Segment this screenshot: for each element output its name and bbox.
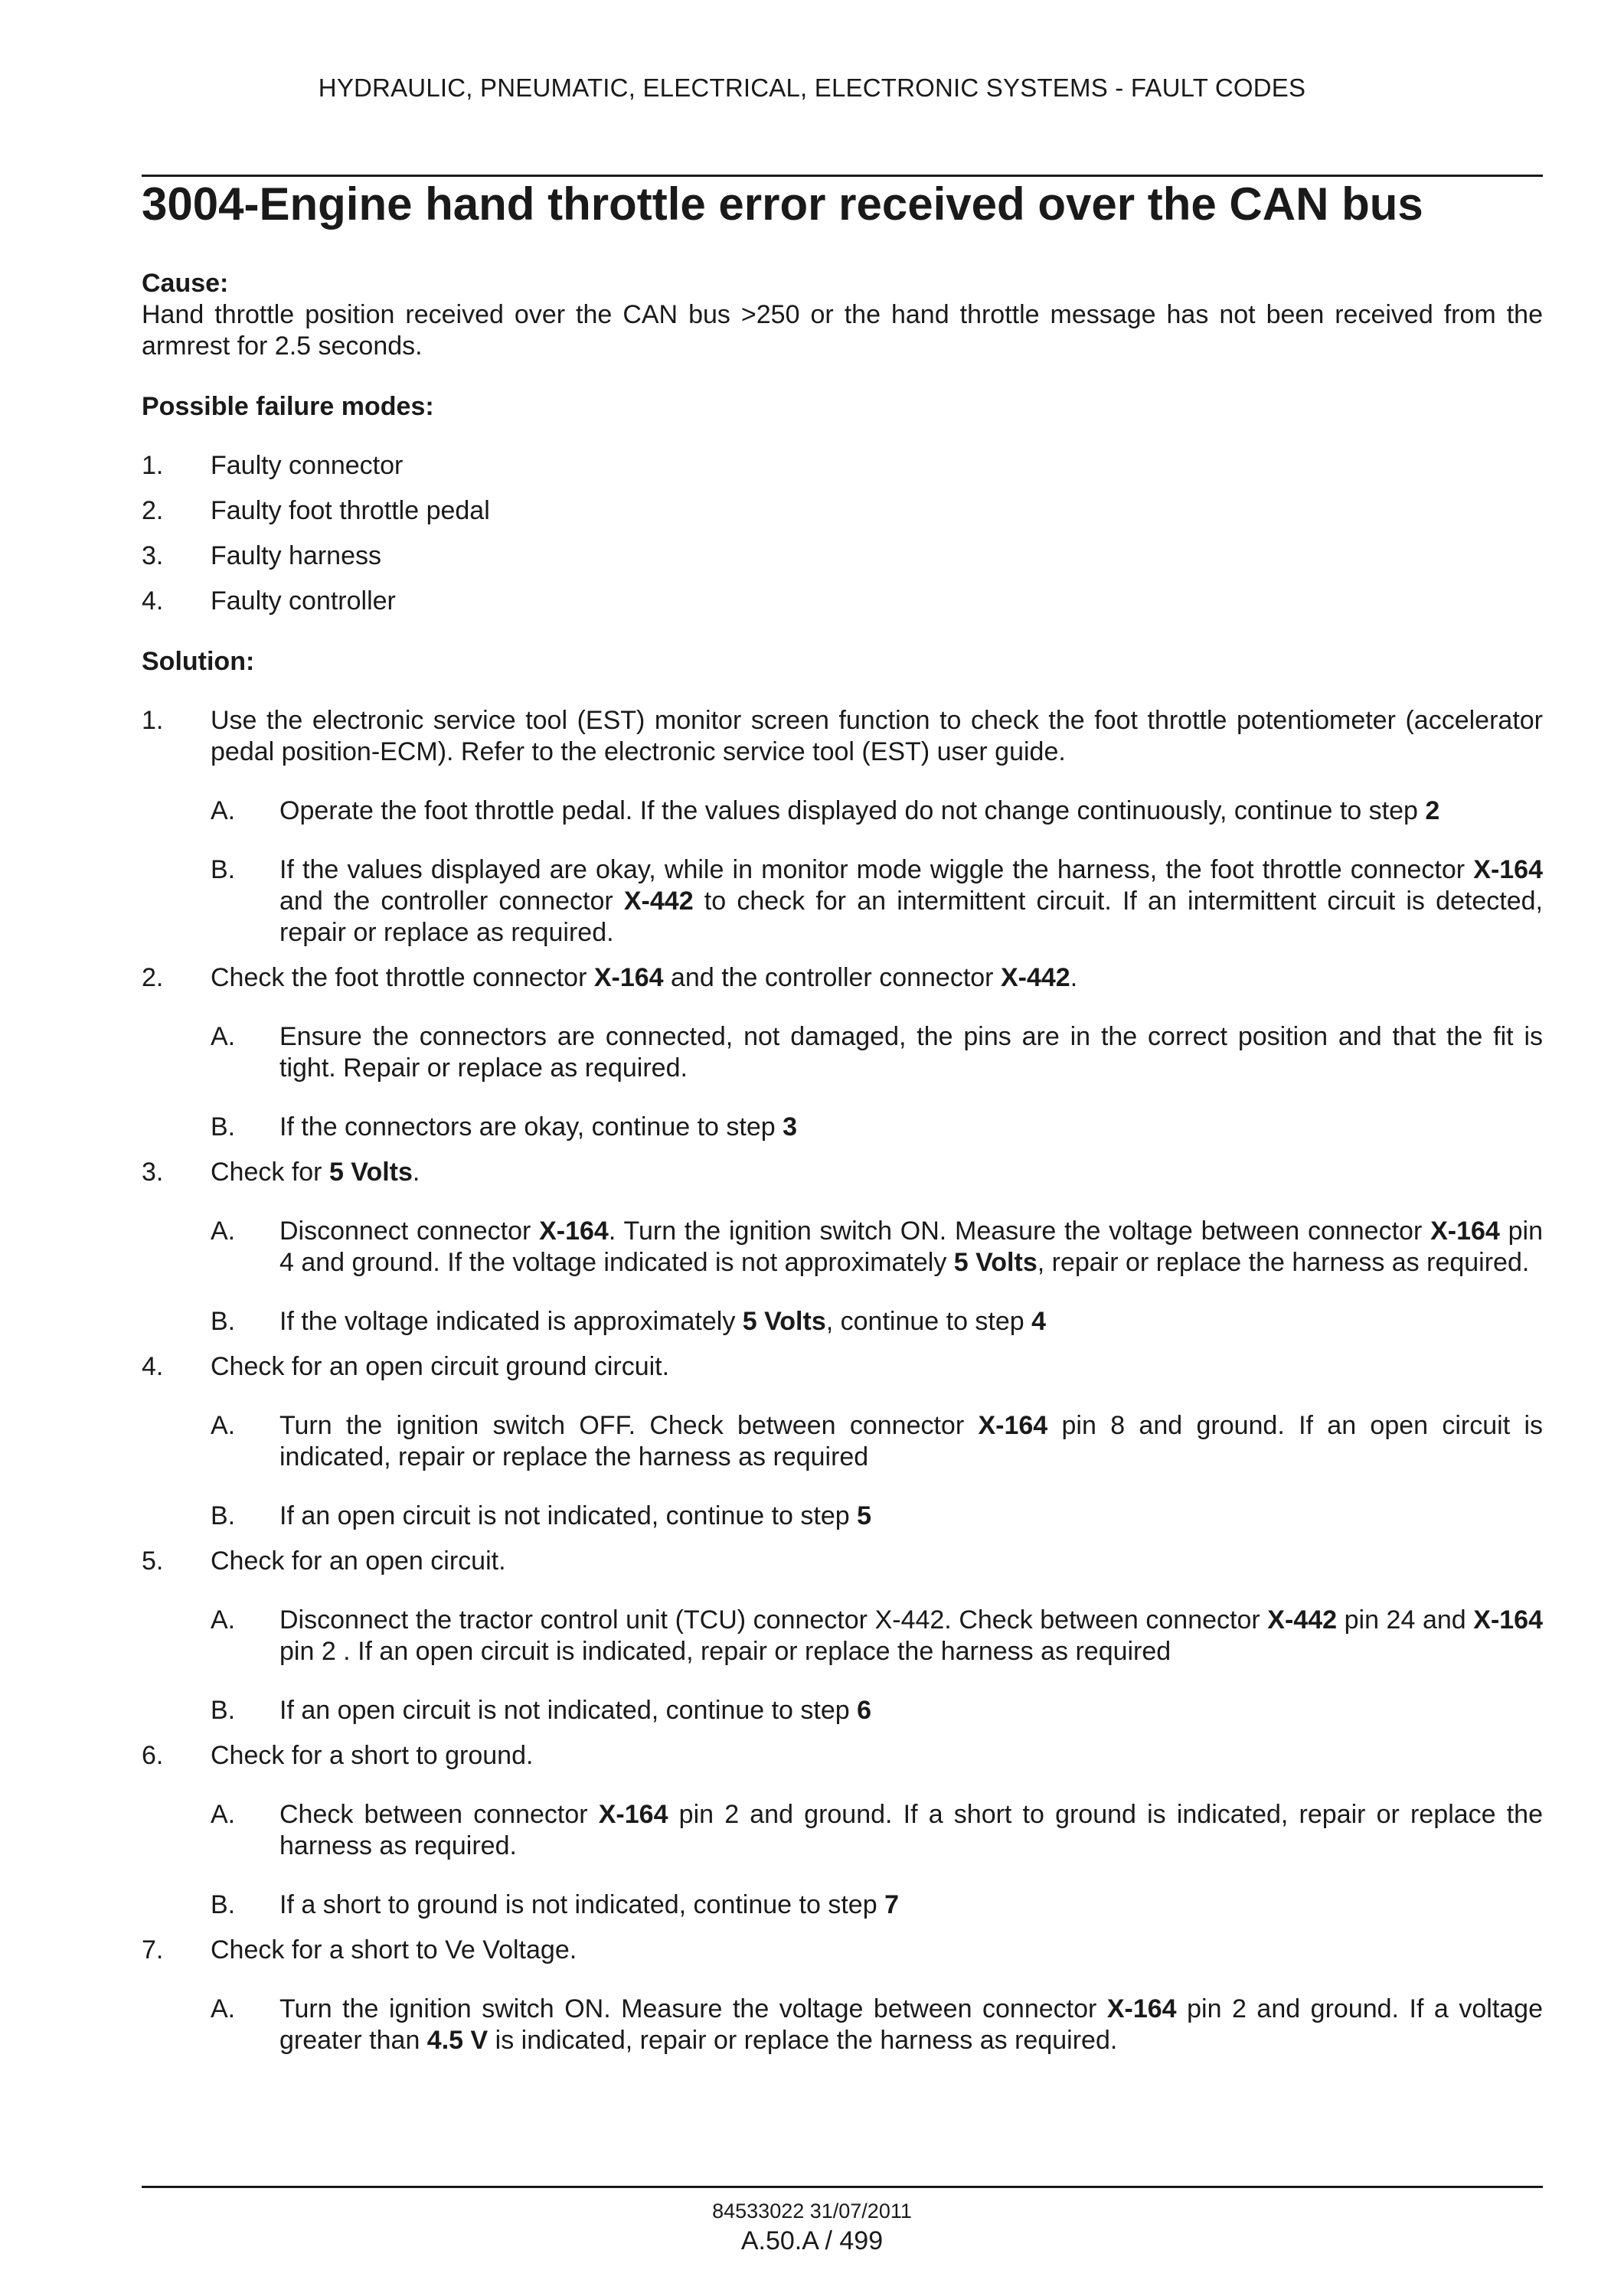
solution-step: [142, 1935, 1543, 2056]
failure-mode-item: [142, 541, 1543, 572]
sub-step-list: [211, 1410, 1543, 1532]
failure-mode-text: Faulty connector: [211, 451, 404, 480]
text-segment: Use the electronic service tool (EST) monitor screen function to check the foot throttle potentiometer (accelerator pedal position-ECM). Refer to the electronic service tool (EST) user guide.: [211, 706, 1543, 766]
bold-segment: 6: [857, 1696, 872, 1725]
text-segment: pin 8 and ground. If an open circuit is indicated, repair or replace the harness as required: [279, 1411, 1543, 1471]
cause-text: Hand throttle position received over the CAN bus >250 or the hand throttle message has not been received from the armrest for 2.5 seconds.: [142, 300, 1543, 361]
failure-mode-number: 1.: [142, 451, 164, 480]
bold-segment: 5 Volts: [953, 1248, 1037, 1277]
sub-step-text: [279, 1306, 1543, 1337]
sub-step-text: [279, 1112, 1543, 1143]
solution-step: [142, 962, 1543, 1143]
solution-label: Solution:: [142, 647, 255, 676]
text-segment: Check for a short to Ve Voltage.: [211, 1935, 577, 1965]
failure-modes-label: Possible failure modes:: [142, 392, 434, 421]
bold-segment: X-442: [1267, 1605, 1338, 1635]
sub-step-text: [279, 854, 1543, 949]
step-number: 1.: [142, 706, 164, 735]
sub-step: [211, 1216, 1543, 1279]
step-number: 2.: [142, 963, 164, 992]
failure-mode-item: [142, 495, 1543, 527]
text-segment: to check for an intermittent circuit. If an intermittent circuit is detected, repair or replace as required.: [279, 887, 1543, 947]
text-segment: If the voltage indicated is approximately: [279, 1307, 743, 1336]
sub-step-text: [279, 795, 1543, 827]
bold-segment: X-164: [1106, 1994, 1177, 2023]
step-text: [211, 1351, 1543, 1383]
text-segment: Turn the ignition switch OFF. Check between connector: [279, 1411, 979, 1440]
step-text: [211, 1740, 1543, 1772]
text-segment: Check for a short to ground.: [211, 1741, 534, 1770]
bold-segment: X-442: [623, 887, 694, 916]
failure-mode-text: Faulty controller: [211, 586, 396, 616]
text-segment: Check the foot throttle connector: [211, 963, 594, 992]
solution-step: [142, 705, 1543, 949]
fault-code-title: 3004-Engine hand throttle error received over the CAN bus: [142, 178, 1423, 230]
sub-step: [211, 1889, 1543, 1921]
step-text: [211, 1935, 1543, 1966]
text-segment: Disconnect the tractor control unit (TCU) connector X-442. Check between connector: [279, 1605, 1268, 1635]
sub-step-text: [279, 1889, 1543, 1921]
solution-steps: [142, 705, 1543, 2056]
bold-segment: 3: [783, 1112, 798, 1141]
text-segment: and the controller connector: [663, 963, 1001, 992]
text-segment: Turn the ignition switch ON. Measure the voltage between connector: [279, 1994, 1107, 2023]
sub-step-list: [211, 795, 1543, 949]
text-segment: , continue to step: [825, 1307, 1032, 1336]
sub-step: [211, 1695, 1543, 1726]
text-segment: pin 4 and ground. If the voltage indicated is not approximately: [279, 1217, 1543, 1277]
sub-step-letter: A.: [211, 1994, 236, 2023]
sub-step-text: [279, 1695, 1543, 1726]
bold-segment: X-164: [539, 1217, 609, 1246]
sub-step-list: [211, 1994, 1543, 2056]
text-segment: Check for an open circuit ground circuit.: [211, 1352, 670, 1381]
failure-mode-item: [142, 586, 1543, 617]
sub-step: [211, 1306, 1543, 1337]
sub-step: [211, 795, 1543, 827]
sub-step-text: [279, 1021, 1543, 1084]
text-segment: If an open circuit is not indicated, continue to step: [279, 1501, 858, 1530]
step-text: [211, 962, 1543, 994]
text-segment: Check between connector: [279, 1800, 599, 1829]
footer-rule: [142, 2186, 1543, 2188]
step-text: [211, 1546, 1543, 1577]
sub-step: [211, 1994, 1543, 2056]
text-segment: If the connectors are okay, continue to step: [279, 1112, 783, 1141]
text-segment: pin 24 and: [1337, 1605, 1474, 1635]
sub-step: [211, 1410, 1543, 1473]
text-segment: Check for: [211, 1158, 329, 1187]
sub-step-list: [211, 1216, 1543, 1337]
text-segment: Operate the foot throttle pedal. If the values displayed do not change continuously, continue to step: [279, 796, 1426, 825]
content: [142, 268, 1543, 2070]
sub-step-letter: A.: [211, 1800, 236, 1829]
document-reference: 84533022 31/07/2011: [712, 2200, 912, 2223]
sub-step-text: [279, 1501, 1543, 1532]
solution-step: [142, 1157, 1543, 1337]
bold-segment: 2: [1425, 796, 1440, 825]
text-segment: Ensure the connectors are connected, not damaged, the pins are in the correct position and that the fit is tight. Repair or replace as required.: [279, 1022, 1543, 1083]
solution-step: [142, 1740, 1543, 1921]
header-rule: [142, 175, 1543, 177]
bold-segment: X-442: [1000, 963, 1070, 992]
bold-segment: 4.5 V: [426, 2026, 489, 2055]
text-segment: If the values displayed are okay, while in monitor mode wiggle the harness, the foot throttle connector: [279, 855, 1474, 884]
failure-mode-number: 3.: [142, 541, 164, 570]
sub-step-text: [279, 1410, 1543, 1473]
bold-segment: 5: [857, 1501, 872, 1530]
sub-step-letter: B.: [211, 1112, 236, 1141]
bold-segment: 5 Volts: [742, 1307, 826, 1336]
step-number: 6.: [142, 1741, 164, 1770]
sub-step-letter: B.: [211, 1890, 236, 1919]
sub-step-letter: A.: [211, 1605, 236, 1635]
text-segment: is indicated, repair or replace the harness as required.: [488, 2026, 1118, 2055]
bold-segment: X-164: [1473, 1605, 1543, 1635]
failure-mode-text: Faulty foot throttle pedal: [211, 496, 490, 525]
text-segment: pin 2 and ground. If a short to ground is indicated, repair or replace the harness as required.: [279, 1800, 1543, 1860]
sub-step-letter: A.: [211, 1022, 236, 1051]
sub-step: [211, 1605, 1543, 1667]
text-segment: If an open circuit is not indicated, continue to step: [279, 1696, 858, 1725]
step-text: [211, 705, 1543, 768]
step-number: 4.: [142, 1352, 164, 1381]
sub-step-letter: A.: [211, 1217, 236, 1246]
text-segment: .: [1070, 963, 1078, 992]
sub-step-letter: B.: [211, 1307, 236, 1336]
text-segment: and the controller connector: [279, 887, 624, 916]
sub-step-letter: B.: [211, 1696, 236, 1725]
step-number: 5.: [142, 1546, 164, 1576]
bold-segment: 7: [884, 1890, 899, 1919]
bold-segment: 4: [1031, 1307, 1047, 1336]
step-text: [211, 1157, 1543, 1188]
failure-mode-number: 2.: [142, 496, 164, 525]
failure-mode-number: 4.: [142, 586, 164, 616]
sub-step-text: [279, 1216, 1543, 1279]
failure-modes-list: [142, 450, 1543, 617]
text-segment: .: [412, 1158, 420, 1187]
step-number: 3.: [142, 1158, 164, 1187]
sub-step-text: [279, 1605, 1543, 1667]
sub-step-letter: A.: [211, 796, 236, 825]
sub-step: [211, 1021, 1543, 1084]
bold-segment: X-164: [598, 1800, 668, 1829]
solution-step: [142, 1351, 1543, 1532]
sub-step-list: [211, 1021, 1543, 1143]
page-reference: A.50.A / 499: [740, 2226, 884, 2255]
solution-step: [142, 1546, 1543, 1726]
text-segment: . Turn the ignition switch ON. Measure the voltage between connector: [608, 1217, 1431, 1246]
sub-step-letter: B.: [211, 855, 236, 884]
step-number: 7.: [142, 1935, 164, 1965]
bold-segment: X-164: [978, 1411, 1048, 1440]
sub-step-list: [211, 1799, 1543, 1921]
text-segment: If a short to ground is not indicated, continue to step: [279, 1890, 885, 1919]
bold-segment: X-164: [593, 963, 664, 992]
cause-label: Cause:: [142, 269, 229, 298]
sub-step: [211, 1799, 1543, 1862]
sub-step: [211, 1501, 1543, 1532]
text-segment: , repair or replace the harness as required.: [1037, 1248, 1530, 1277]
text-segment: pin 2 . If an open circuit is indicated, repair or replace the harness as required: [279, 1637, 1171, 1666]
bold-segment: X-164: [1473, 855, 1543, 884]
text-segment: Disconnect connector: [279, 1217, 540, 1246]
failure-mode-item: [142, 450, 1543, 482]
sub-step: [211, 1112, 1543, 1143]
running-header: HYDRAULIC, PNEUMATIC, ELECTRICAL, ELECTRONIC SYSTEMS - FAULT CODES: [318, 73, 1306, 102]
sub-step-list: [211, 1605, 1543, 1726]
text-segment: pin 2 and ground. If a voltage greater than: [279, 1994, 1543, 2055]
failure-mode-text: Faulty harness: [211, 541, 381, 570]
sub-step-letter: A.: [211, 1411, 236, 1440]
sub-step-text: [279, 1799, 1543, 1862]
bold-segment: 5 Volts: [328, 1158, 413, 1187]
text-segment: Check for an open circuit.: [211, 1546, 506, 1576]
sub-step-letter: B.: [211, 1501, 236, 1530]
sub-step: [211, 854, 1543, 949]
sub-step-text: [279, 1994, 1543, 2056]
bold-segment: X-164: [1430, 1217, 1500, 1246]
